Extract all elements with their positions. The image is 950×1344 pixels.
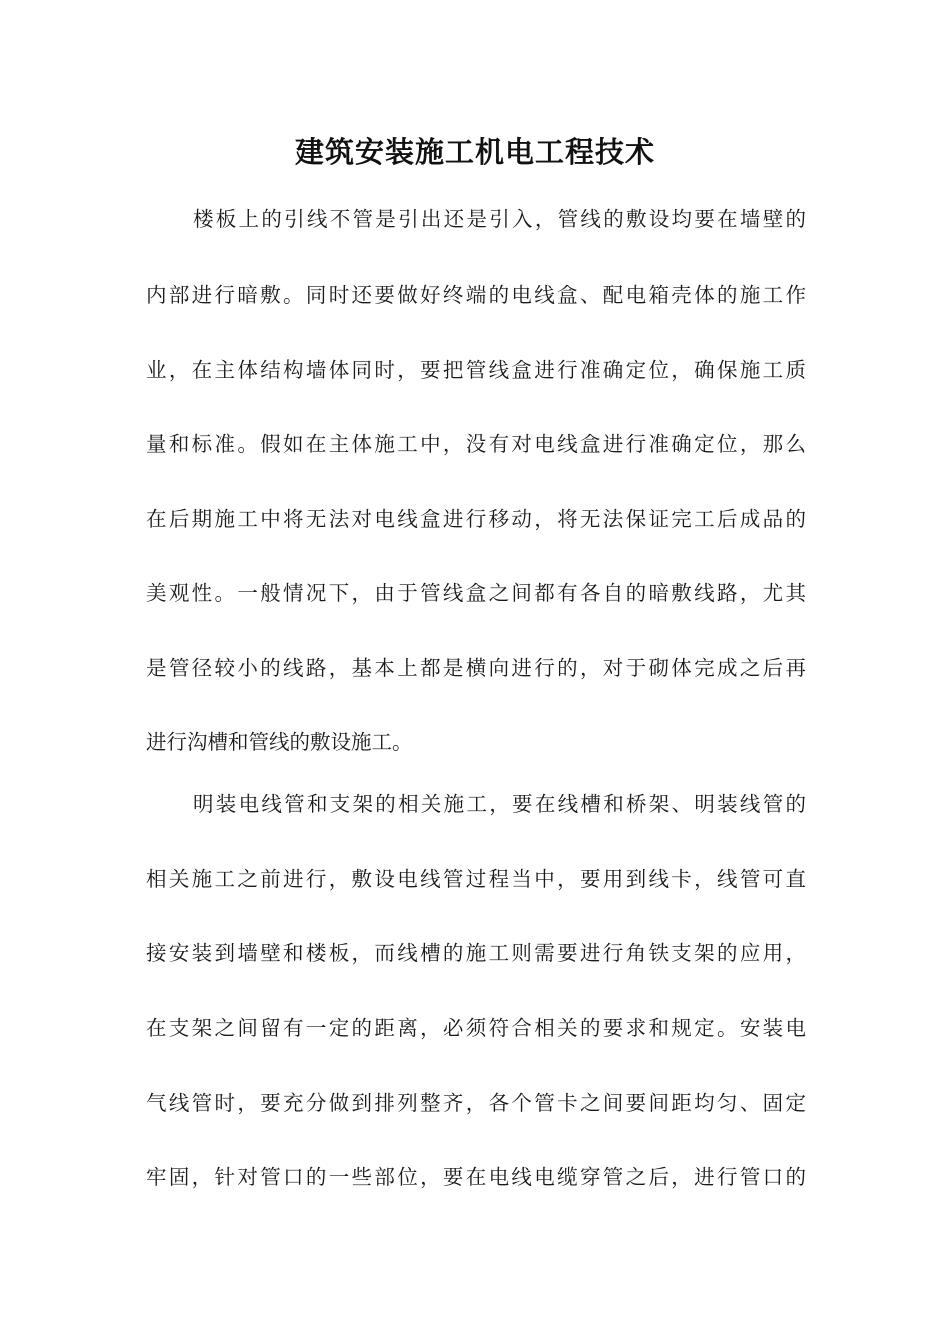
paragraph-line: 是管径较小的线路，基本上都是横向进行的，对于砌体完成之后再 (146, 656, 806, 680)
paragraph-line: 量和标准。假如在主体施工中，没有对电线盒进行准确定位，那么 (146, 432, 806, 456)
paragraph-line: 明装电线管和支架的相关施工，要在线槽和桥架、明装线管的 (193, 792, 806, 816)
paragraph-line: 进行沟槽和管线的敷设施工。 (146, 730, 413, 754)
paragraph-line: 内部进行暗敷。同时还要做好终端的电线盒、配电箱壳体的施工作 (146, 283, 806, 307)
paragraph-line: 接安装到墙壁和楼板，而线槽的施工则需要进行角铁支架的应用， (146, 941, 806, 965)
paragraph-line: 气线管时，要充分做到排列整齐，各个管卡之间要间距均匀、固定 (146, 1091, 806, 1115)
paragraph-line: 业，在主体结构墙体同时，要把管线盒进行准确定位，确保施工质 (146, 358, 806, 382)
paragraph-line: 牢固，针对管口的一些部位，要在电线电缆穿管之后，进行管口的 (146, 1165, 806, 1189)
paragraph-line: 美观性。一般情况下，由于管线盒之间都有各自的暗敷线路，尤其 (146, 581, 806, 605)
paragraph-line: 在后期施工中将无法对电线盒进行移动，将无法保证完工后成品的 (146, 507, 806, 531)
document-title: 建筑安装施工机电工程技术 (294, 135, 655, 169)
paragraph-line: 相关施工之前进行，敷设电线管过程当中，要用到线卡，线管可直 (146, 867, 806, 891)
paragraph-line: 在支架之间留有一定的距离，必须符合相关的要求和规定。安装电 (146, 1016, 806, 1040)
paragraph-line: 楼板上的引线不管是引出还是引入，管线的敷设均要在墙壁的 (193, 207, 806, 231)
